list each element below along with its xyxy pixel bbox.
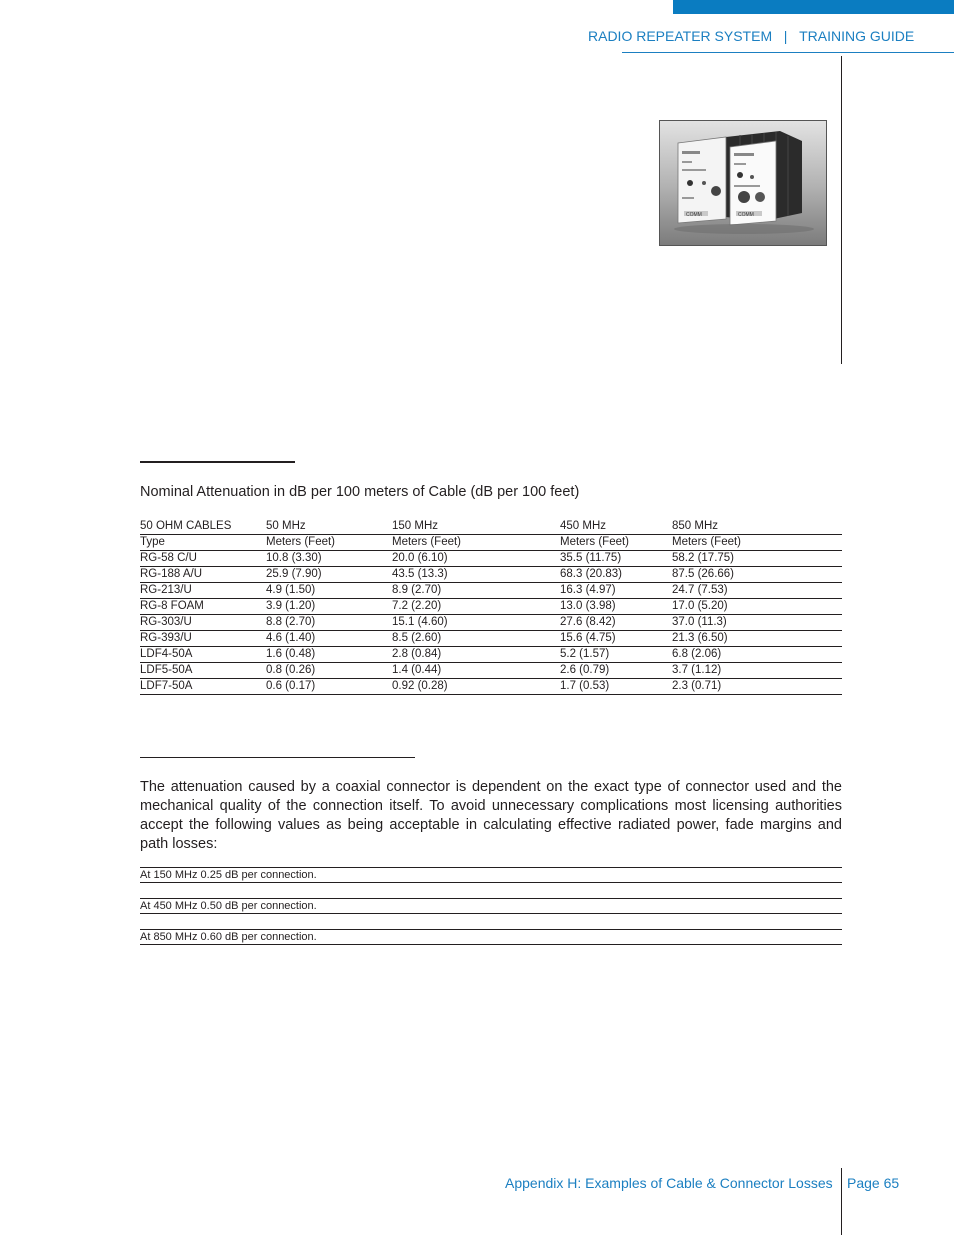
table-row	[140, 615, 842, 631]
attenuation-cell: 0.8 (0.26)	[266, 663, 392, 679]
cable-table-title: Nominal Attenuation in dB per 100 meters of Cable (dB per 100 feet)	[140, 484, 580, 500]
side-rule	[841, 56, 842, 364]
cable-type-cell: RG-393/U	[140, 631, 266, 647]
attenuation-cell: 27.6 (8.42)	[560, 615, 672, 631]
attenuation-cell: 20.0 (6.10)	[392, 551, 560, 567]
attenuation-cell: 24.7 (7.53)	[672, 583, 842, 599]
connector-loss-item: At 850 MHz 0.60 dB per connection.	[140, 929, 842, 945]
cable-type-cell: LDF5-50A	[140, 663, 266, 679]
attenuation-cell: 25.9 (7.90)	[266, 567, 392, 583]
connector-paragraph: The attenuation caused by a coaxial connector is dependent on the exact type of connector used and the mechanical quality of the connection itself. To avoid unnecessary complications most licensing authorities accept the following values as being acceptable in calculating effective radiated power, fade margins and path losses:	[140, 779, 842, 852]
connector-loss-list	[140, 867, 842, 960]
attenuation-cell: 68.3 (20.83)	[560, 567, 672, 583]
attenuation-cell: 13.0 (3.98)	[560, 599, 672, 615]
column-subheader: Meters (Feet)	[560, 535, 672, 551]
attenuation-cell: 5.2 (1.57)	[560, 647, 672, 663]
running-header	[588, 28, 914, 44]
table-row	[140, 567, 842, 583]
attenuation-cell: 0.6 (0.17)	[266, 679, 392, 695]
repeater-photo	[659, 120, 827, 246]
attenuation-cell: 37.0 (11.3)	[672, 615, 842, 631]
attenuation-cell: 8.8 (2.70)	[266, 615, 392, 631]
cable-type-cell: RG-213/U	[140, 583, 266, 599]
footer-section-title: Appendix H: Examples of Cable & Connector Losses	[505, 1175, 833, 1191]
column-subheader: Meters (Feet)	[266, 535, 392, 551]
header-subtitle: TRAINING GUIDE	[799, 28, 915, 44]
attenuation-cell: 1.6 (0.48)	[266, 647, 392, 663]
repeater-modules-illustration	[660, 121, 827, 246]
table-header-row	[140, 519, 842, 535]
attenuation-cell: 1.7 (0.53)	[560, 679, 672, 695]
table-row	[140, 663, 842, 679]
attenuation-cell: 4.9 (1.50)	[266, 583, 392, 599]
attenuation-cell: 4.6 (1.40)	[266, 631, 392, 647]
attenuation-cell: 8.9 (2.70)	[392, 583, 560, 599]
attenuation-cell: 43.5 (13.3)	[392, 567, 560, 583]
cable-type-cell: RG-58 C/U	[140, 551, 266, 567]
header-rule	[622, 52, 954, 53]
column-subheader: Meters (Feet)	[672, 535, 842, 551]
attenuation-cell: 10.8 (3.30)	[266, 551, 392, 567]
header-title: RADIO REPEATER SYSTEM	[588, 28, 773, 44]
footer-rule	[841, 1168, 842, 1235]
attenuation-cell: 58.2 (17.75)	[672, 551, 842, 567]
connector-loss-item: At 150 MHz 0.25 dB per connection.	[140, 867, 842, 883]
attenuation-cell: 8.5 (2.60)	[392, 631, 560, 647]
cable-section-rule	[140, 461, 295, 463]
table-row	[140, 647, 842, 663]
column-header: 50 MHz	[266, 520, 306, 532]
column-subheader: Meters (Feet)	[392, 535, 560, 551]
column-header: 850 MHz	[672, 520, 719, 532]
cable-type-cell: LDF7-50A	[140, 679, 266, 695]
attenuation-cell: 87.5 (26.66)	[672, 567, 842, 583]
column-header: 450 MHz	[560, 520, 607, 532]
table-subheader-row	[140, 535, 842, 551]
cable-type-cell: RG-8 FOAM	[140, 599, 266, 615]
attenuation-cell: 15.6 (4.75)	[560, 631, 672, 647]
connector-loss-item: At 450 MHz 0.50 dB per connection.	[140, 898, 842, 914]
table-row	[140, 631, 842, 647]
left-module-brand: COMM	[686, 212, 702, 218]
cable-type-cell: LDF4-50A	[140, 647, 266, 663]
cable-type-cell: RG-303/U	[140, 615, 266, 631]
attenuation-cell: 7.2 (2.20)	[392, 599, 560, 615]
header-separator: |	[783, 28, 788, 44]
attenuation-cell: 2.6 (0.79)	[560, 663, 672, 679]
attenuation-cell: 21.3 (6.50)	[672, 631, 842, 647]
attenuation-cell: 35.5 (11.75)	[560, 551, 672, 567]
column-header: 150 MHz	[392, 520, 439, 532]
attenuation-cell: 1.4 (0.44)	[392, 663, 560, 679]
attenuation-cell: 6.8 (2.06)	[672, 647, 842, 663]
page-number: Page 65	[847, 1175, 900, 1191]
attenuation-cell: 0.92 (0.28)	[392, 679, 560, 695]
attenuation-cell: 2.8 (0.84)	[392, 647, 560, 663]
right-module-brand: COMM	[738, 212, 754, 218]
column-subheader: Type	[140, 535, 266, 551]
cable-attenuation-table	[140, 519, 842, 695]
table-row	[140, 679, 842, 695]
connector-section-rule	[140, 757, 415, 758]
attenuation-cell: 17.0 (5.20)	[672, 599, 842, 615]
attenuation-cell: 2.3 (0.71)	[672, 679, 842, 695]
attenuation-cell: 16.3 (4.97)	[560, 583, 672, 599]
attenuation-cell: 3.7 (1.12)	[672, 663, 842, 679]
attenuation-cell: 3.9 (1.20)	[266, 599, 392, 615]
cable-type-cell: RG-188 A/U	[140, 567, 266, 583]
attenuation-cell: 15.1 (4.60)	[392, 615, 560, 631]
table-row	[140, 583, 842, 599]
header-accent-bar	[673, 0, 954, 14]
table-row	[140, 599, 842, 615]
table-row	[140, 551, 842, 567]
column-header: 50 OHM CABLES	[140, 520, 232, 532]
